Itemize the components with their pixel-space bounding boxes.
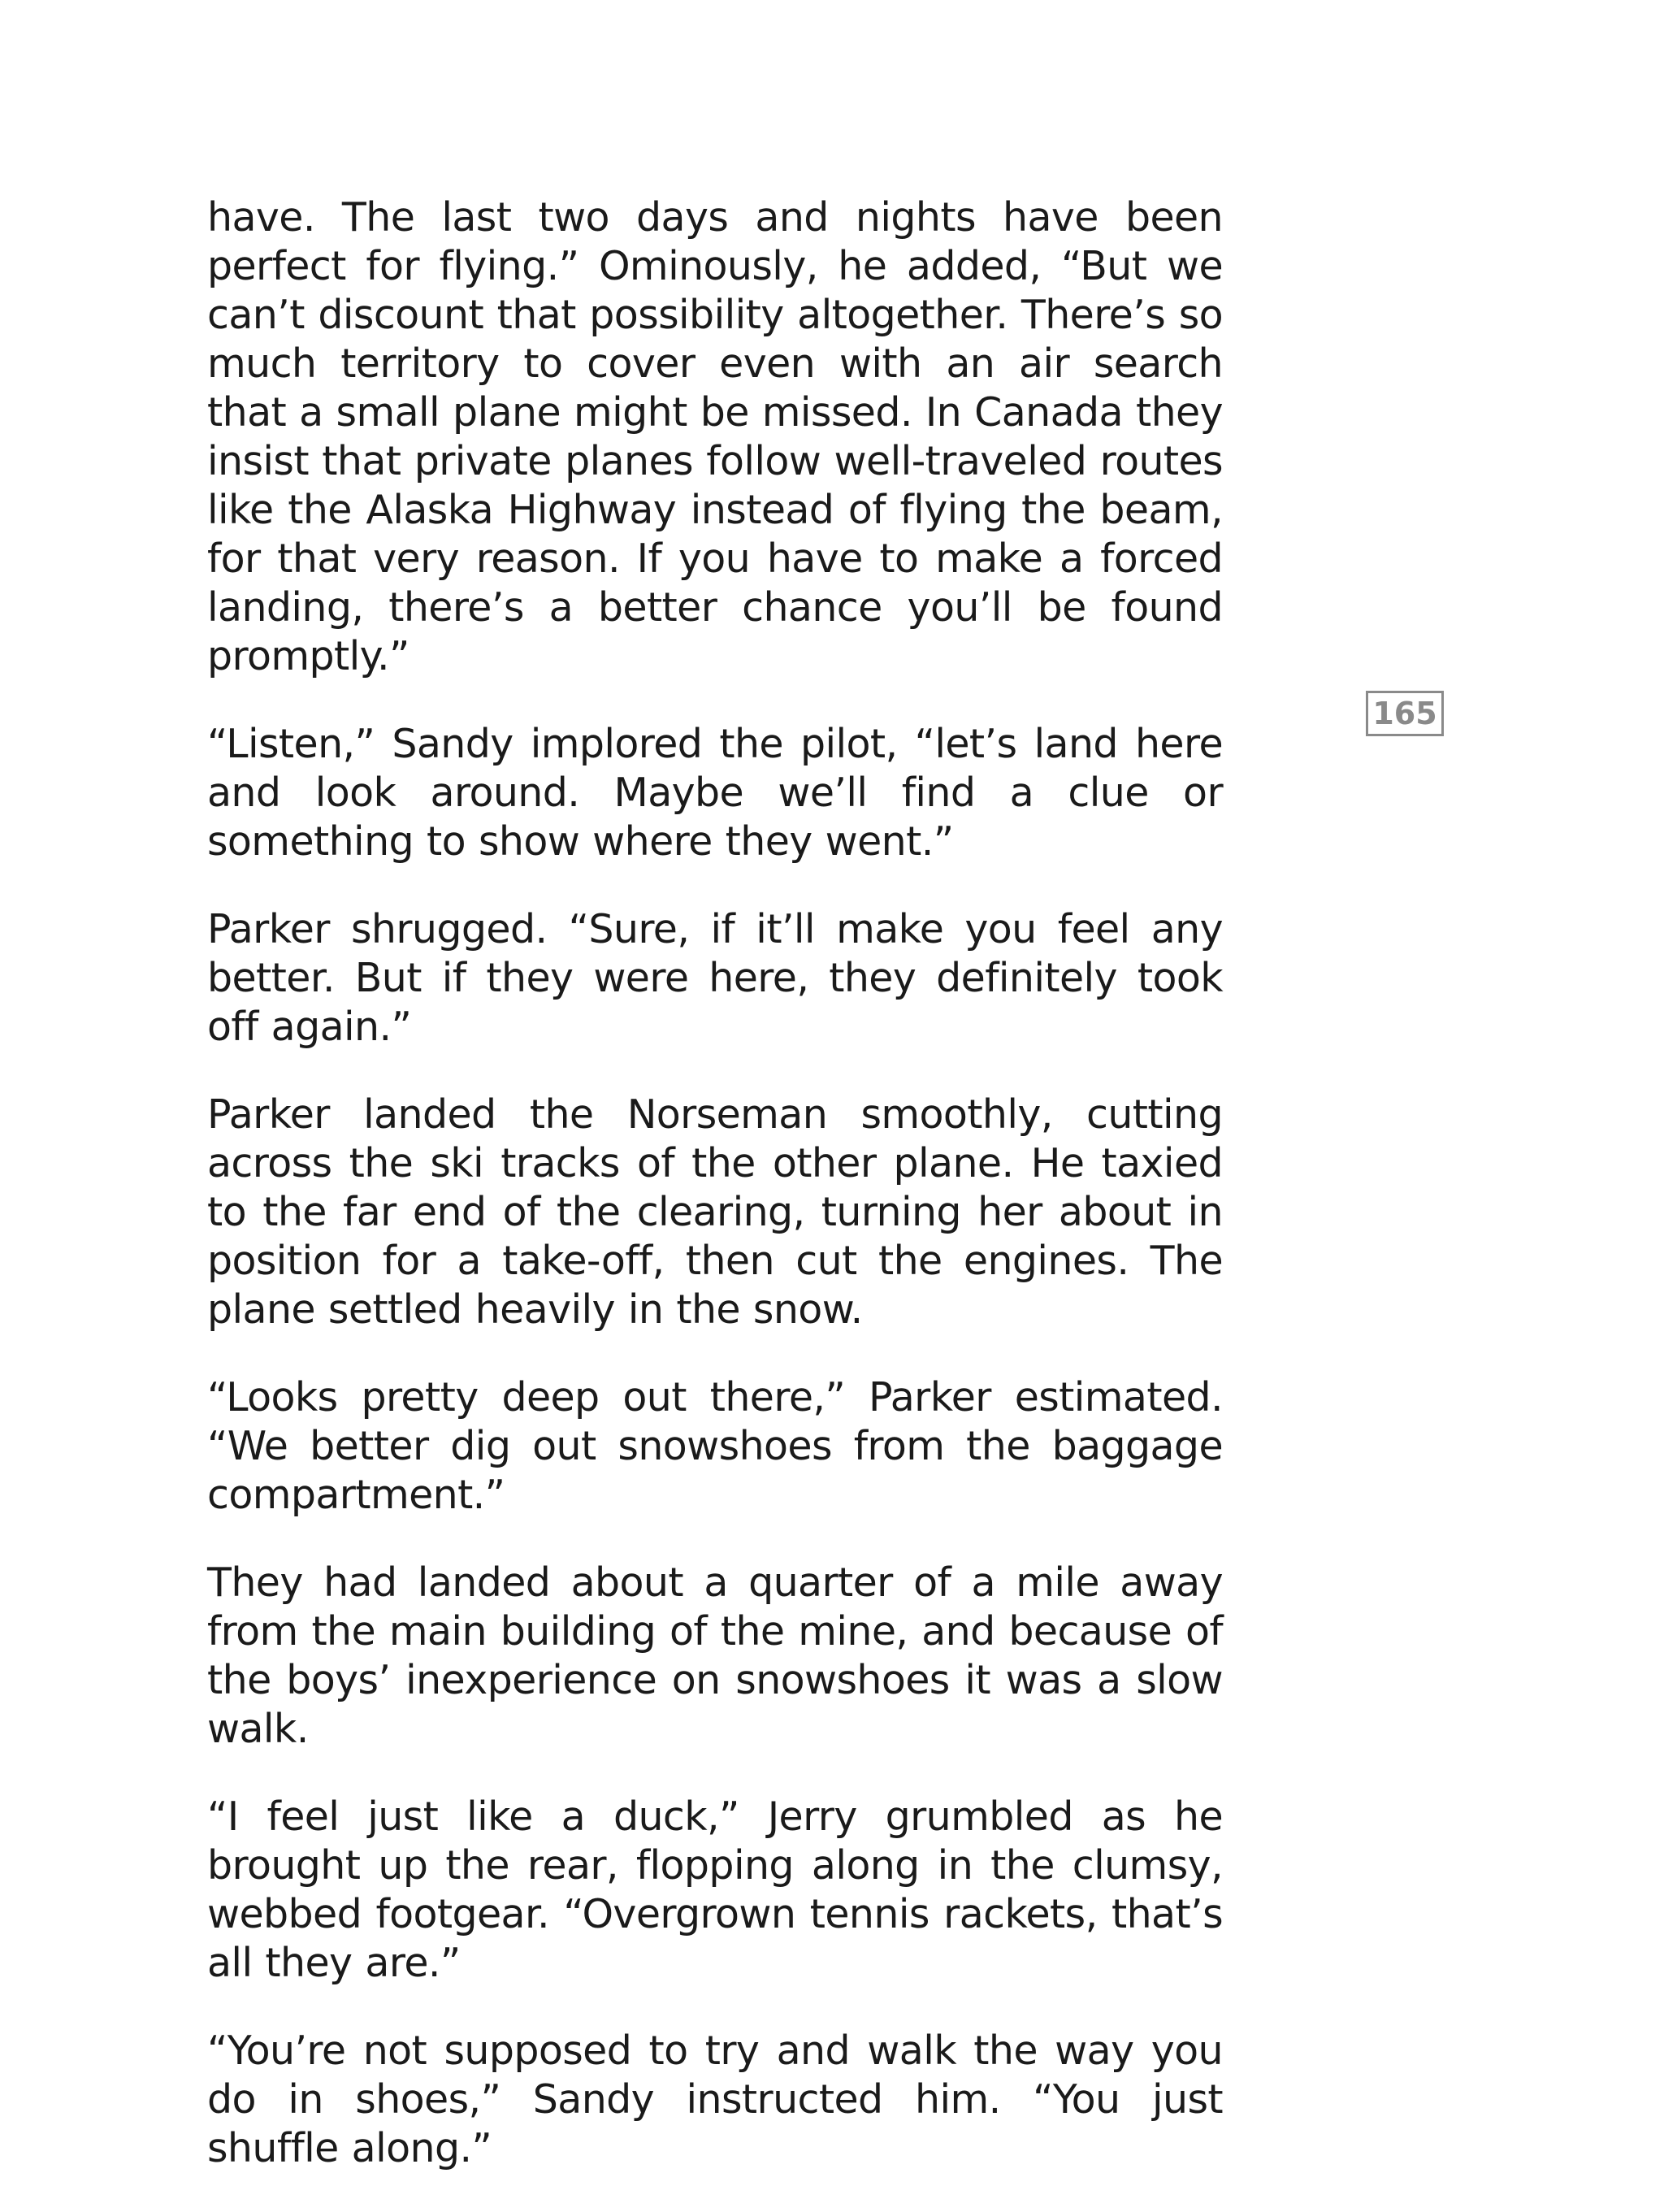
paragraph: “I feel just like a duck,” Jerry grumbled as he brought up the rear, flopping along in the clumsy, webbed footgear. “Overgrown tennis rackets, that’s all they are.” bbox=[207, 1793, 1223, 1986]
page-body-text bbox=[207, 193, 1223, 2212]
paragraph: They had landed about a quarter of a mile away from the main building of the mine, and because of the boys’ inexperience on snowshoes it was a slow walk. bbox=[207, 1559, 1223, 1752]
paragraph: “Looks pretty deep out there,” Parker estimated. “We better dig out snowshoes from the baggage compartment.” bbox=[207, 1374, 1223, 1518]
paragraph: “Listen,” Sandy implored the pilot, “let’s land here and look around. Maybe we’ll find a clue or something to show where they went.” bbox=[207, 721, 1223, 865]
paragraph: Parker shrugged. “Sure, if it’ll make you feel any better. But if they were here, they definitely took off again.” bbox=[207, 906, 1223, 1050]
page-number: 165 bbox=[1372, 696, 1437, 731]
paragraph: have. The last two days and nights have been perfect for flying.” Ominously, he added, “But we can’t discount that possibility altogether. There’s so much territory to cover even with an air search that a small plane might be missed. In Canada they insist that private planes follow well-traveled routes like the Alaska Highway instead of flying the beam, for that very reason. If you have to make a forced landing, there’s a better chance you’ll be found promptly.” bbox=[207, 194, 1223, 679]
paragraph: “You’re not supposed to try and walk the way you do in shoes,” Sandy instructed him. “You just shuffle along.” bbox=[207, 2028, 1223, 2171]
paragraph: Parker landed the Norseman smoothly, cutting across the ski tracks of the other plane. He taxied to the far end of the clearing, turning her about in position for a take-off, then cut the engines. The plane settled heavily in the snow. bbox=[207, 1091, 1223, 1333]
page-number-box bbox=[1366, 691, 1444, 736]
